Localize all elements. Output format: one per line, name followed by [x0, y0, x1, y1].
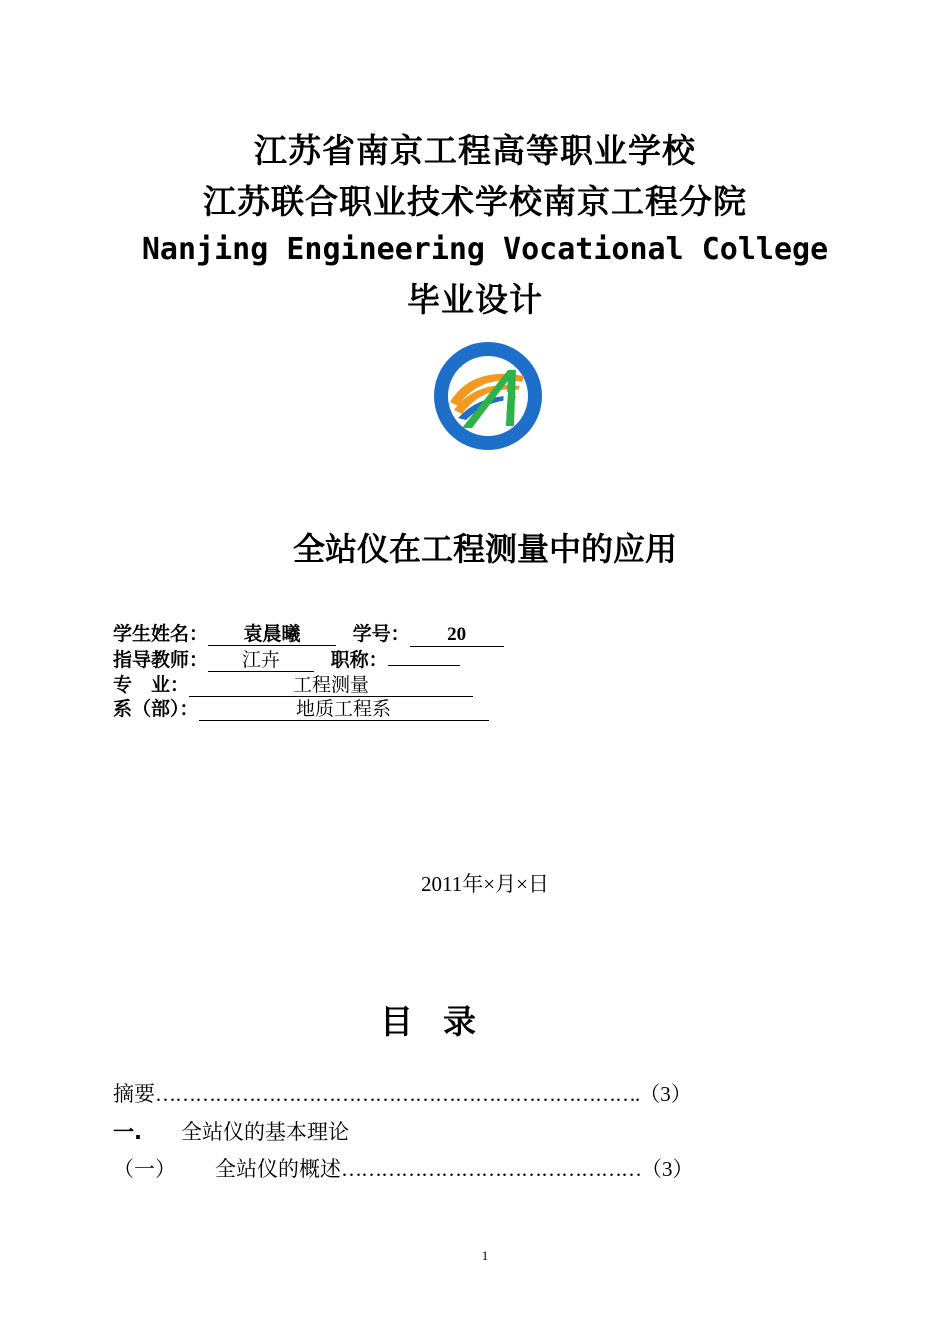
thesis-title: 全站仪在工程测量中的应用: [292, 530, 677, 568]
toc-entry-number: （一）: [113, 1157, 176, 1181]
toc-entry-page: （3）: [641, 1157, 694, 1181]
page-number: 1: [481, 1248, 489, 1263]
student-name-label: 学生姓名：: [113, 623, 209, 645]
toc-entry-label: 摘要: [113, 1082, 155, 1106]
college-name-en: Nanjing Engineering Vocational College: [141, 232, 829, 267]
college-name-cn: 江苏联合职业技术学校南京工程分院: [203, 182, 747, 221]
student-info-row: [113, 622, 504, 647]
department-field: 地质工程系: [199, 698, 489, 721]
advisor-label: 指导教师：: [113, 649, 209, 671]
major-info-row: [113, 673, 473, 697]
major-field: 工程测量: [189, 674, 473, 697]
school-emblem-icon: [432, 340, 544, 452]
toc-section-number: 一.: [113, 1120, 142, 1144]
major-label: 专 业：: [113, 674, 190, 696]
title-label: 职称：: [330, 649, 388, 671]
toc-section-label: 全站仪的基本理论: [181, 1120, 349, 1144]
advisor-field: 江卉: [208, 649, 314, 672]
toc-section-heading: [113, 1118, 349, 1146]
toc-entry: [113, 1080, 692, 1108]
department-info-row: [113, 697, 489, 721]
toc-leader-dots: ……………………………………………………………….: [155, 1082, 640, 1106]
submission-date: 2011年×月×日: [421, 872, 549, 896]
toc-title: 目录: [380, 1002, 506, 1041]
toc-leader-dots: ………………………………………: [341, 1157, 641, 1181]
school-name-cn: 江苏省南京工程高等职业学校: [254, 131, 696, 170]
advisor-info-row: [113, 648, 460, 672]
student-id-label: 学号：: [352, 623, 410, 645]
document-type: 毕业设计: [407, 280, 543, 319]
student-name-field: 袁晨曦: [208, 623, 336, 646]
title-field: [388, 665, 460, 666]
student-id-field: 20: [410, 624, 504, 647]
department-label: 系（部）：: [113, 698, 199, 720]
toc-entry: [113, 1155, 694, 1183]
toc-entry-label: 全站仪的概述: [215, 1157, 341, 1181]
toc-entry-page: （3）: [639, 1082, 692, 1106]
